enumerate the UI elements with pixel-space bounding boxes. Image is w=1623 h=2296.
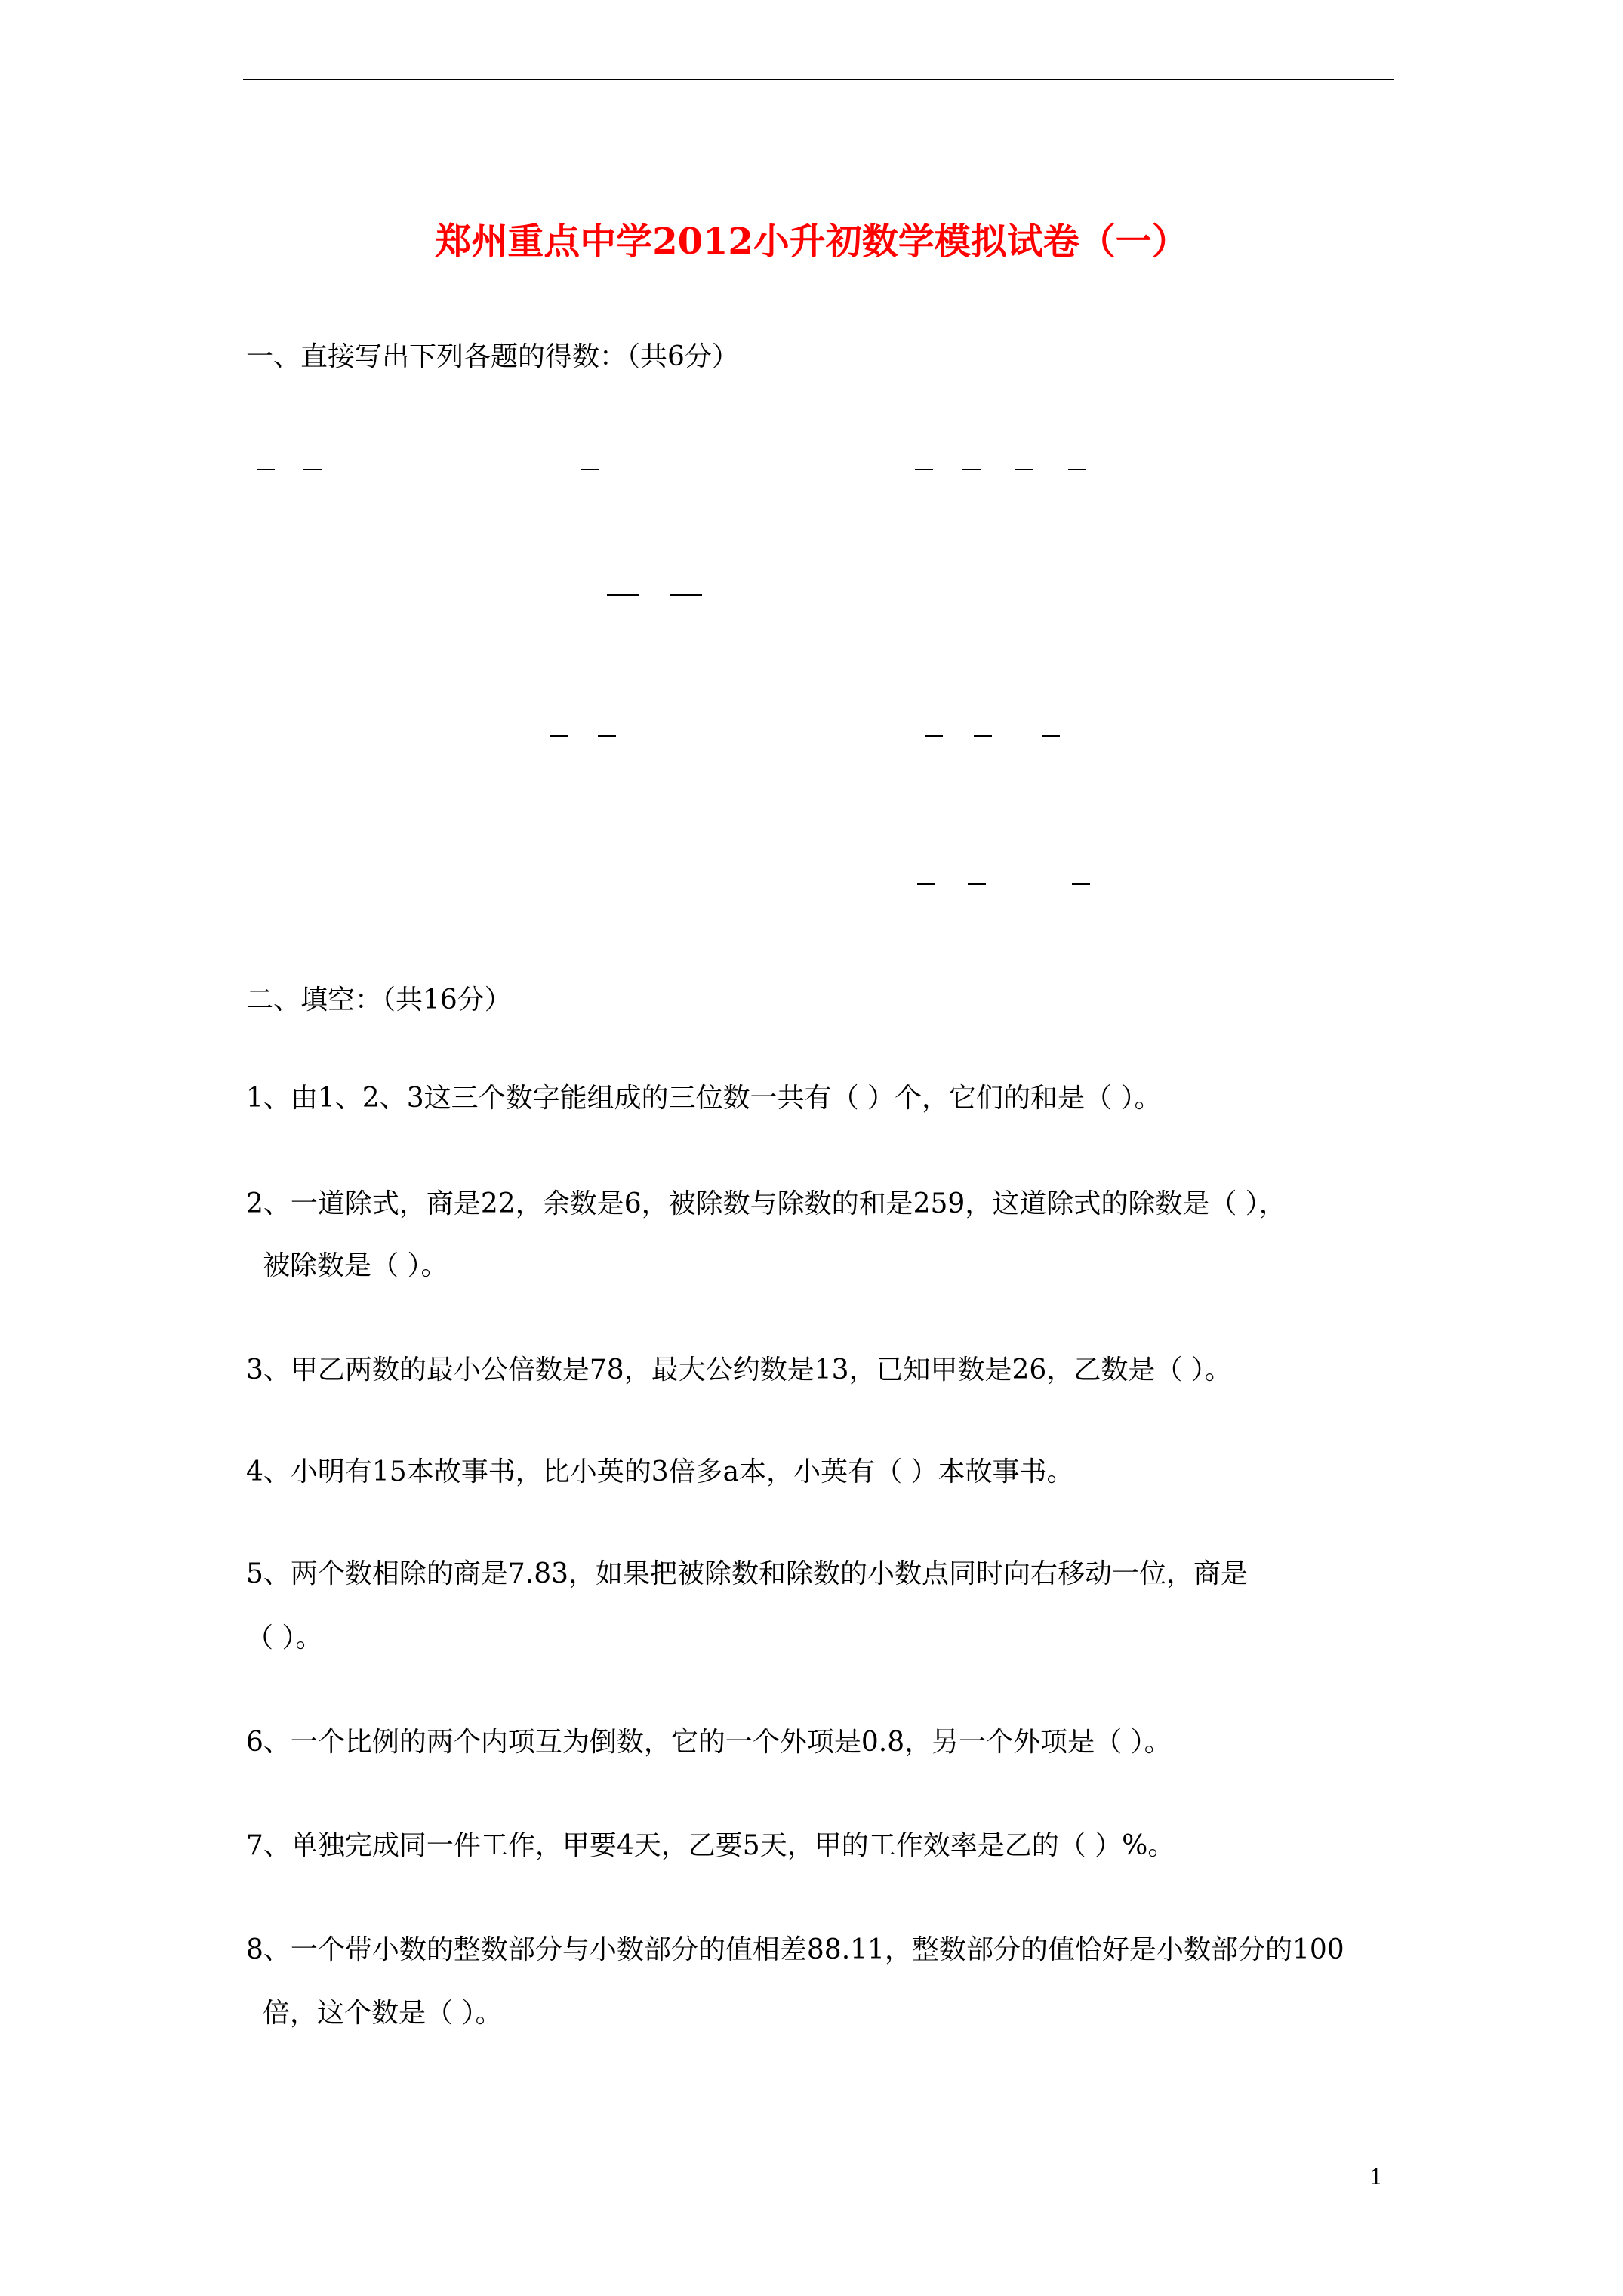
fraction-bar — [925, 735, 943, 737]
header-rule — [243, 79, 1394, 80]
section-1-heading: 一、直接写出下列各题的得数：（共6分） — [246, 341, 739, 372]
fraction-bar — [1072, 883, 1090, 885]
page-title: 郑州重点中学2012小升初数学模拟试卷（一） — [435, 220, 1188, 263]
page-number: 1 — [1369, 2165, 1383, 2190]
question-8-continuation: 倍，这个数是（ ）。 — [263, 1998, 503, 2029]
question-3: 3、甲乙两数的最小公倍数是78，最大公约数是13，已知甲数是26，乙数是（ ）。 — [246, 1354, 1232, 1385]
fraction-bar — [598, 735, 616, 737]
fraction-bar — [257, 469, 275, 470]
fraction-bar — [974, 735, 992, 737]
fraction-bar — [581, 469, 599, 470]
section-2-heading: 二、填空：（共16分） — [246, 985, 512, 1015]
question-8: 8、一个带小数的整数部分与小数部分的值相差88.11，整数部分的值恰好是小数部分的100 — [246, 1934, 1344, 1965]
question-7: 7、单独完成同一件工作，甲要4天，乙要5天，甲的工作效率是乙的（ ）%。 — [246, 1830, 1175, 1861]
question-5-continuation: （ ）。 — [246, 1623, 323, 1653]
question-6: 6、一个比例的两个内项互为倒数，它的一个外项是0.8，另一个外项是（ ）。 — [246, 1727, 1172, 1758]
fraction-bar — [1015, 469, 1033, 470]
question-5: 5、两个数相除的商是7.83，如果把被除数和除数的小数点同时向右移动一位，商是 — [246, 1558, 1249, 1589]
fraction-bar — [962, 469, 981, 470]
fraction-bar — [303, 469, 322, 470]
question-2-continuation: 被除数是（ ）。 — [263, 1250, 448, 1281]
fraction-bar — [607, 594, 639, 596]
fraction-bar — [915, 469, 933, 470]
fraction-bar — [968, 883, 986, 885]
fraction-bar — [917, 883, 935, 885]
fraction-bar — [1042, 735, 1060, 737]
fraction-bar — [670, 594, 702, 596]
question-2: 2、一道除式，商是22，余数是6，被除数与除数的和是259，这道除式的除数是（ ）， — [246, 1188, 1286, 1219]
fraction-bar — [550, 735, 568, 737]
fraction-bar — [1068, 469, 1086, 470]
question-4: 4、小明有15本故事书，比小英的3倍多a本，小英有（ ）本故事书。 — [246, 1456, 1074, 1487]
question-1: 1、由1、2、3这三个数字能组成的三位数一共有（ ）个，它们的和是（ ）。 — [246, 1083, 1162, 1114]
